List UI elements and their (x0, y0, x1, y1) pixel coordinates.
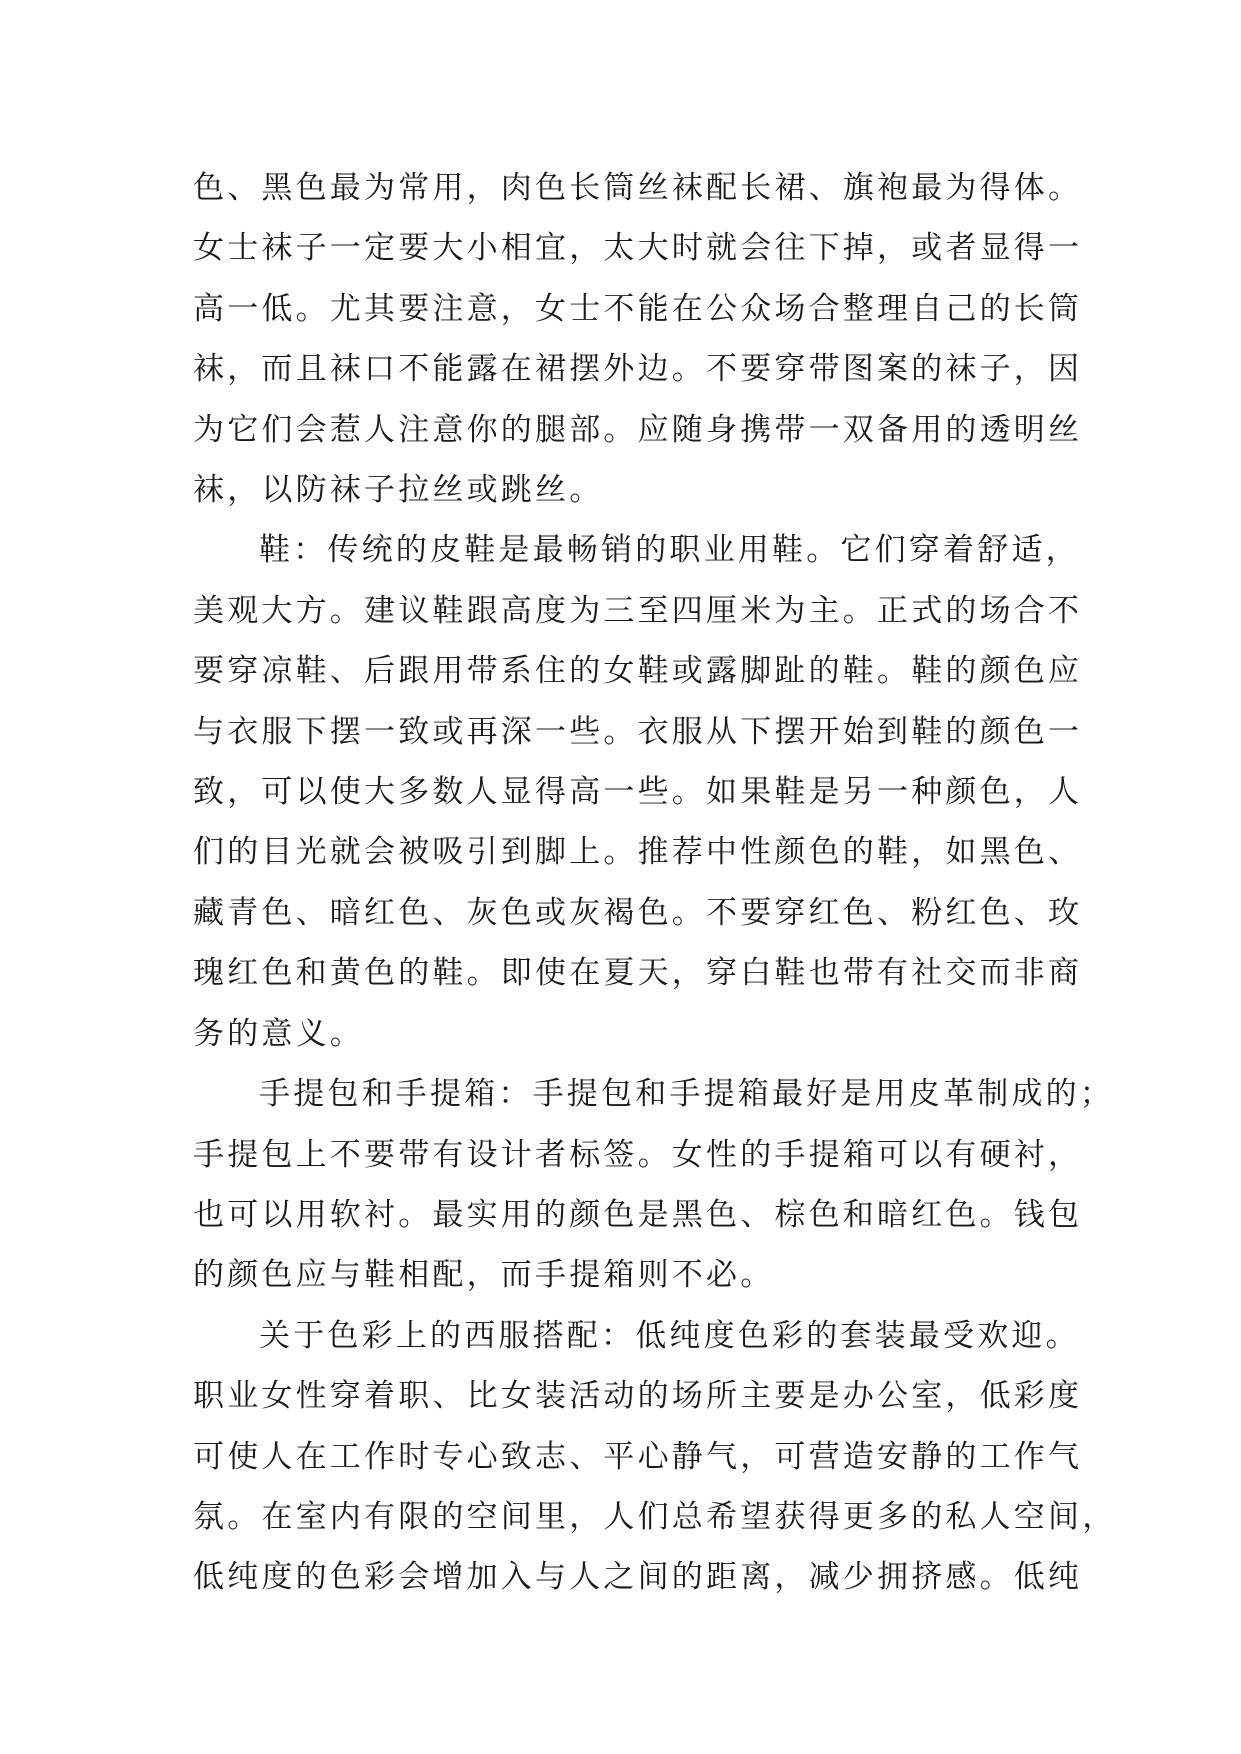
paragraph-bags (193, 1064, 1114, 1306)
text-line: 要穿凉鞋、后跟用带系住的女鞋或露脚趾的鞋。鞋的颜色应 (193, 653, 1083, 690)
paragraph-shoes (193, 520, 1083, 1064)
text-line: 可使人在工作时专心致志、平心静气，可营造安静的工作气 (193, 1438, 1083, 1475)
text-line: 色、黑色最为常用，肉色长筒丝袜配长裙、旗袍最为得体。 (193, 170, 1083, 206)
text-line: 藏青色、暗红色、灰色或灰褐色。不要穿红色、粉红色、玫 (193, 894, 1083, 931)
text-line: 职业女性穿着职、比女装活动的场所主要是办公室，低彩度 (193, 1378, 1083, 1415)
text-line: 们的目光就会被吸引到脚上。推荐中性颜色的鞋，如黑色、 (193, 834, 1083, 871)
text-line: 手提包上不要带有设计者标签。女性的手提箱可以有硬衬， (193, 1136, 1083, 1173)
text-line: 袜，以防袜子拉丝或跳丝。 (193, 472, 604, 509)
text-line: 也可以用软衬。最实用的颜色是黑色、棕色和暗红色。钱包 (193, 1196, 1083, 1233)
text-line: 的颜色应与鞋相配，而手提箱则不必。 (193, 1257, 775, 1294)
text-line: 关于色彩上的西服搭配：低纯度色彩的套装最受欢迎。 (259, 1317, 1080, 1354)
document-body (193, 158, 1117, 1608)
text-line: 手提包和手提箱：手提包和手提箱最好是用皮革制成的； (259, 1076, 1114, 1113)
text-line: 女士袜子一定要大小相宜，太大时就会往下掉，或者显得一 (193, 230, 1083, 267)
text-line: 袜，而且袜口不能露在裙摆外边。不要穿带图案的袜子，因 (193, 351, 1083, 388)
text-line: 为它们会惹人注意你的腿部。应随身携带一双备用的透明丝 (193, 411, 1083, 448)
paragraph-stockings-continued (193, 158, 1083, 520)
text-line: 美观大方。建议鞋跟高度为三至四厘米为主。正式的场合不 (193, 592, 1083, 629)
text-line: 氛。在室内有限的空间里，人们总希望获得更多的私人空间， (193, 1498, 1117, 1535)
text-line: 高一低。尤其要注意，女士不能在公众场合整理自己的长筒 (193, 290, 1083, 327)
text-line: 与衣服下摆一致或再深一些。衣服从下摆开始到鞋的颜色一 (193, 713, 1083, 750)
text-line: 务的意义。 (193, 1015, 364, 1052)
text-line: 致，可以使大多数人显得高一些。如果鞋是另一种颜色，人 (193, 774, 1083, 811)
text-line: 瑰红色和黄色的鞋。即使在夏天，穿白鞋也带有社交而非商 (193, 955, 1083, 992)
paragraph-suit-colors (193, 1306, 1117, 1608)
text-line: 低纯度的色彩会增加入与人之间的距离，减少拥挤感。低纯 (193, 1559, 1083, 1596)
text-line: 鞋：传统的皮鞋是最畅销的职业用鞋。它们穿着舒适， (259, 532, 1080, 569)
